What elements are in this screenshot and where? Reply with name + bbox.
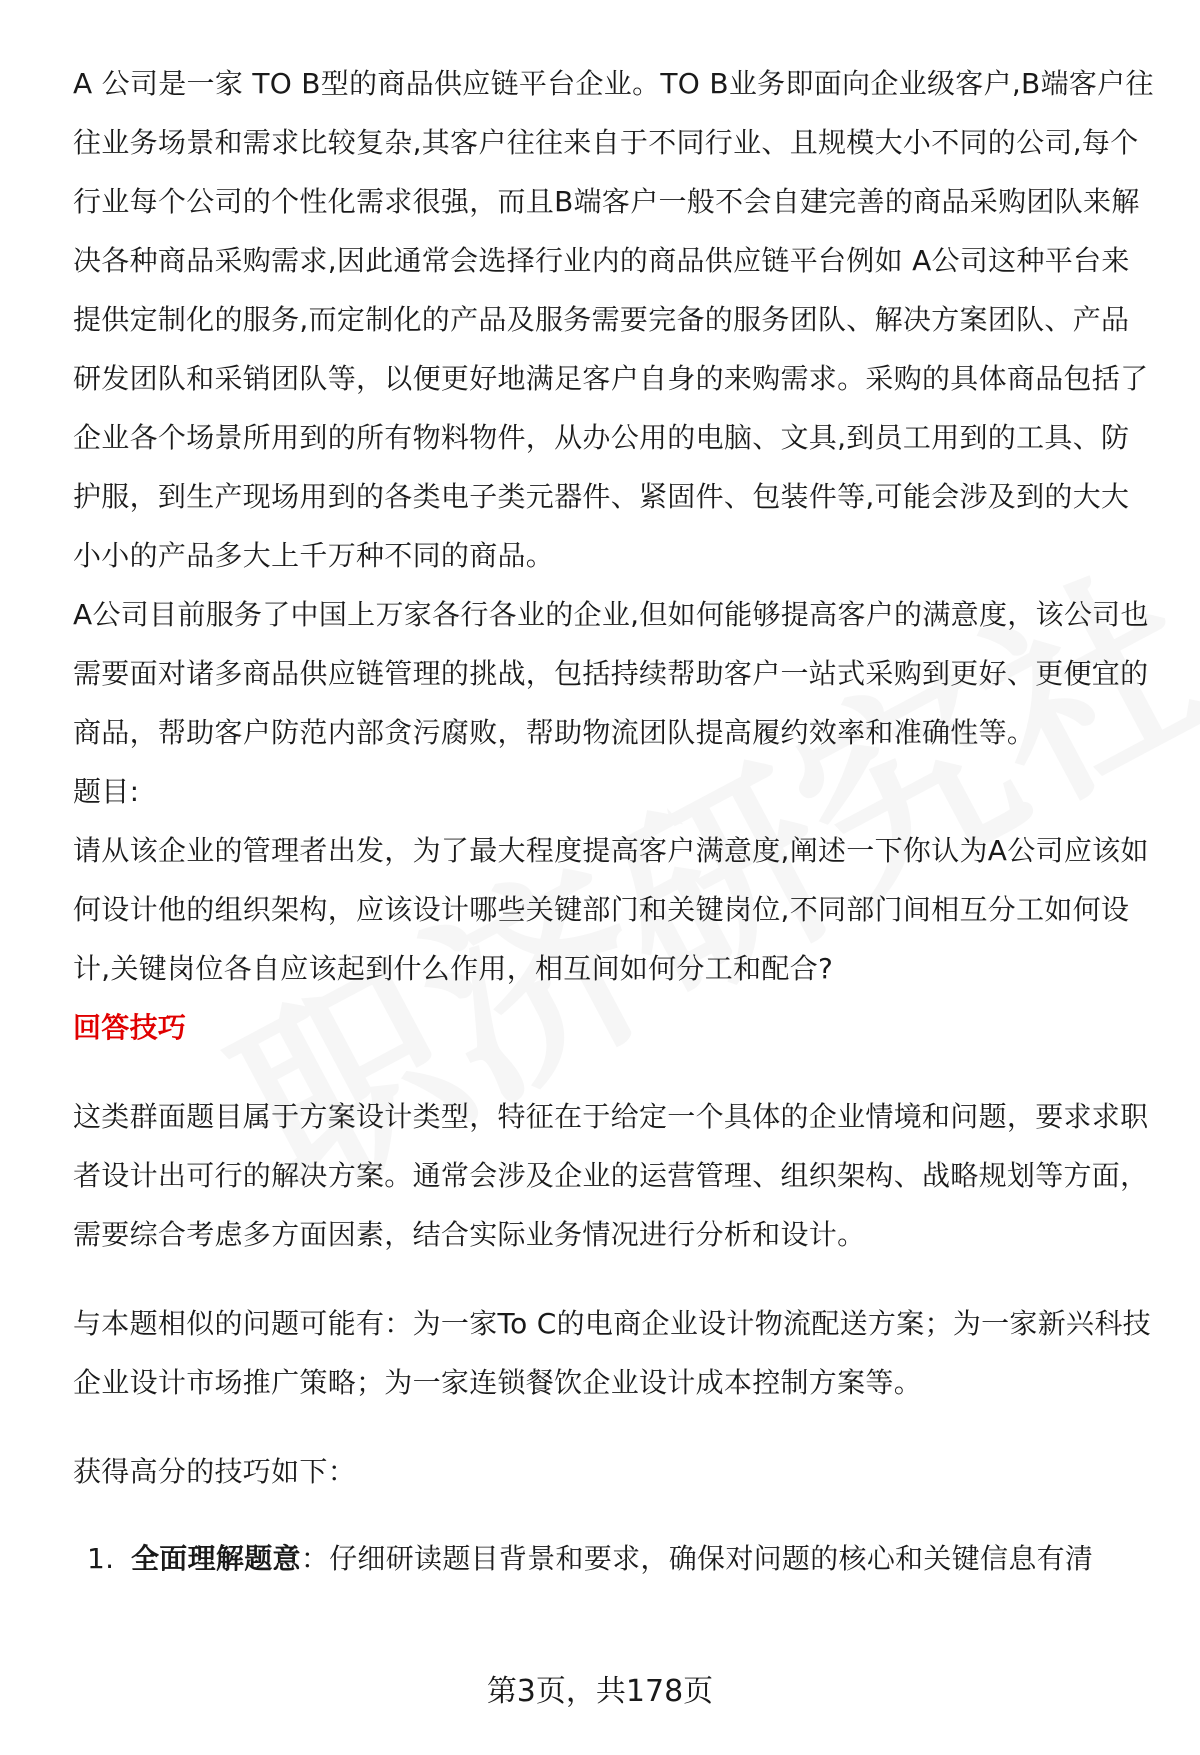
tips-paragraph-3: 获得高分的技巧如下：: [73, 1455, 357, 1488]
list-item-body: ：仔细研读题目背景和要求，确保对问题的核心和关键信息有清: [300, 1542, 1094, 1575]
page-number-footer: 第3页，共178页: [486, 1674, 714, 1709]
question-text: 请从该企业的管理者出发，为了最大程度提高客户满意度,阐述一下你认为A公司应该如何设计他的组织架构，应该设计哪些关键部门和关键岗位,不同部门间相互分工如何设计,关键岗位各自应该起到什么作用，相互间如何分工和配合?: [73, 834, 1149, 985]
intro-paragraph-2: A公司目前服务了中国上万家各行各业的企业,但如何能够提高客户的满意度，该公司也需要面对诸多商品供应链管理的挑战，包括持续帮助客户一站式采购到更好、更便宜的商品，帮助客户防范内部贪污腐败，帮助物流团队提高履约效率和准确性等。: [73, 598, 1149, 749]
list-item-title: 全面理解题意: [131, 1542, 301, 1575]
tips-heading: 回答技巧: [73, 1011, 187, 1044]
list-item-text: [131, 1529, 1155, 1588]
list-item: [73, 1529, 1155, 1588]
question-label: 题目:: [73, 775, 140, 808]
tips-paragraph-2: 与本题相似的问题可能有：为一家To C的电商企业设计物流配送方案；为一家新兴科技企业设计市场推广策略；为一家连锁餐饮企业设计成本控制方案等。: [73, 1307, 1151, 1399]
list-item-number: 1.: [87, 1542, 115, 1575]
document-content: [73, 54, 1155, 1588]
intro-paragraph-1: A 公司是一家 TO B型的商品供应链平台企业。TO B业务即面向企业级客户,B端客户往往业务场景和需求比较复杂,其客户往往来自于不同行业、且规模大小不同的公司,每个行业每个公司的个性化需求很强，而且B端客户一般不会自建完善的商品采购团队来解决各种商品采购需求,因此通常会选择行业内的商品供应链平台例如 A公司这种平台来提供定制化的服务,而定制化的产品及服务需要完备的服务团队、解决方案团队、产品研发团队和采销团队等，以便更好地满足客户自身的来购需求。采购的具体商品包括了企业各个场景所用到的所有物料物件，从办公用的电脑、文具,到员工用到的工具、防护服，到生产现场用到的各类电子类元器件、紧固件、包装件等,可能会涉及到的大大小小的产品多大上千万种不同的商品。: [73, 67, 1154, 572]
tips-paragraph-1: 这类群面题目属于方案设计类型，特征在于给定一个具体的企业情境和问题，要求求职者设计出可行的解决方案。通常会涉及企业的运营管理、组织架构、战略规划等方面，需要综合考虑多方面因素，结合实际业务情况进行分析和设计。: [73, 1100, 1149, 1251]
